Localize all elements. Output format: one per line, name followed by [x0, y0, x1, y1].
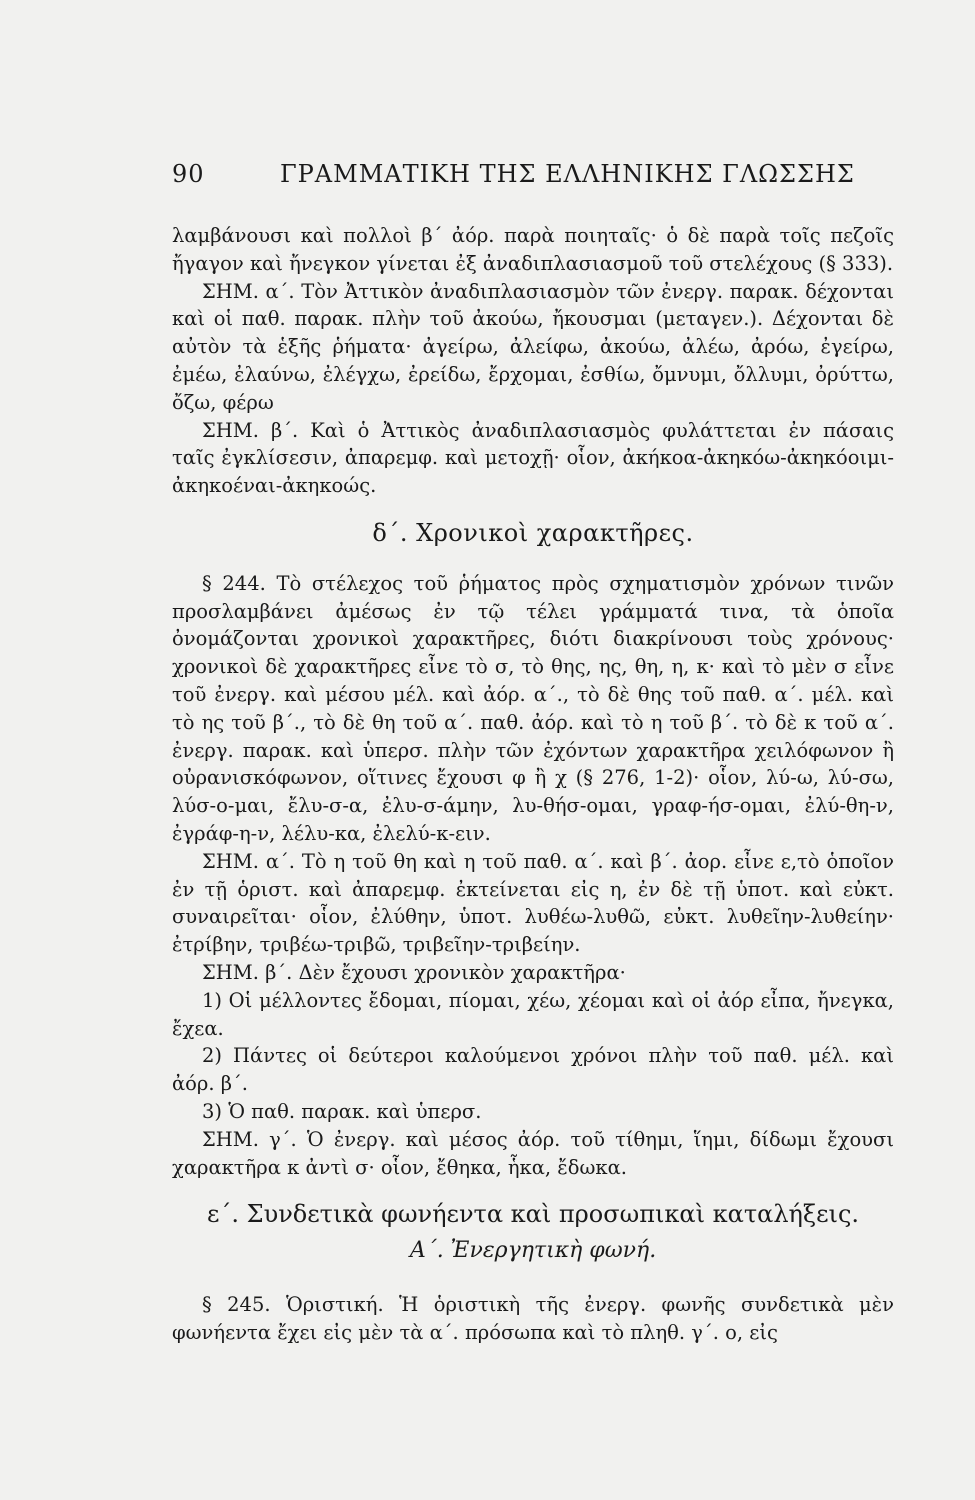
paragraph-245: § 245. Ὁριστική. Ἡ ὁριστικὴ τῆς ἐνεργ. φωνῆς συνδετικὰ μὲν φωνήεντα ἔχει εἰς μὲν τὰ α΄. πρόσωπα καὶ τὸ πληθ. γ΄. ο, εἰς	[172, 1292, 894, 1344]
list-item: 2) Πάντες οἱ δεύτεροι καλούμενοι χρόνοι πλὴν τοῦ παθ. μέλ. καὶ ἀόρ. β΄.	[172, 1044, 894, 1096]
page-number: 90	[172, 160, 205, 188]
running-title: ΓΡΑΜΜΑΤΙΚΗ ΤΗΣ ΕΛΛΗΝΙΚΗΣ ΓΛΩΣΣΗΣ	[280, 160, 855, 188]
note-paragraph: ΣΗΜ. β΄. Καὶ ὁ Ἀττικὸς ἀναδιπλασιασμὸς φυλάττεται ἐν πάσαις ταῖς ἐγκλίσεσιν, ἀπαρεμφ. καὶ μετοχῇ· οἷον, ἀκήκοα-ἀκηκόω-ἀκηκόοιμι-ἀκηκοέναι-ἀκηκοώς.	[172, 418, 894, 498]
note-paragraph: ΣΗΜ. α΄. Τὸν Ἀττικὸν ἀναδιπλασιασμὸν τῶν ἐνεργ. παρακ. δέχονται καὶ οἱ παθ. παρακ. πλὴν τοῦ ἀκούω, ἤκουσμαι (μεταγεν.). Δέχονται δὲ αὐτὸν τὰ ἑξῆς ῥήματα· ἀγείρω, ἀλείφω, ἀκούω, ἀλέω, ἀρόω, ἐγείρω, ἐμέω, ἐλαύνω, ἐλέγχω, ἐρείδω, ἔρχομαι, ἐσθίω, ὄμνυμι, ὄλλυμι, ὀρύττω, ὄζω, φέρω	[172, 279, 894, 414]
section-heading: ε΄. Συνδετικὰ φωνήεντα καὶ προσωπικαὶ καταλήξεις.	[206, 1200, 860, 1229]
page-body	[172, 222, 894, 1346]
note-paragraph: ΣΗΜ. β΄. Δὲν ἔχουσι χρονικὸν χαρακτῆρα·	[202, 960, 626, 984]
list-item: 3) Ὁ παθ. παρακ. καὶ ὑπερσ.	[202, 1099, 482, 1123]
subsection-heading: Α΄. Ἐνεργητικὴ φωνή.	[409, 1238, 657, 1264]
list-item: 1) Οἱ μέλλοντες ἔδομαι, πίομαι, χέω, χέομαι καὶ οἱ ἀόρ εἶπα, ἤνεγκα, ἔχεα.	[172, 988, 894, 1040]
note-paragraph: ΣΗΜ. γ΄. Ὁ ἐνεργ. καὶ μέσος ἀόρ. τοῦ τίθημι, ἵημι, δίδωμι ἔχουσι χαρακτῆρα κ ἀντὶ σ· οἷον, ἔθηκα, ἧκα, ἔδωκα.	[172, 1127, 894, 1179]
paragraph-244: § 244. Τὸ στέλεχος τοῦ ῥήματος πρὸς σχηματισμὸν χρόνων τινῶν προσλαμβάνει ἀμέσως ἐν τῷ τέλει γράμματά τινα, τὰ ὁποῖα ὀνομάζονται χρονικοὶ χαρακτῆρες, διότι διακρίνουσι τοὺς χρόνους· χρονικοὶ δὲ χαρακτῆρες εἶνε τὸ σ, τὸ θης, ης, θη, η, κ· καὶ τὸ μὲν σ εἶνε τοῦ ἐνεργ. καὶ μέσου μέλ. καὶ ἀόρ. α΄., τὸ δὲ θης τοῦ παθ. α΄. μέλ. καὶ τὸ ης τοῦ β΄., τὸ δὲ θη τοῦ α΄. παθ. ἀόρ. καὶ τὸ η τοῦ β΄. τὸ δὲ κ τοῦ α΄. ἐνεργ. παρακ. καὶ ὑπερσ. πλὴν τῶν ἐχόντων χαρακτῆρα χειλόφωνον ἢ οὐρανισκόφωνον, οἵτινες ἔχουσι φ ἢ χ (§ 276, 1-2)· οἷον, λύ-ω, λύ-σω, λύσ-ο-μαι, ἔλυ-σ-α, ἐλυ-σ-άμην, λυ-θήσ-ομαι, γραφ-ήσ-ομαι, ἐλύ-θη-ν, ἐγράφ-η-ν, λέλυ-κα, ἐλελύ-κ-ειν.	[172, 571, 894, 845]
note-paragraph: ΣΗΜ. α΄. Τὸ η τοῦ θη καὶ η τοῦ παθ. α΄. καὶ β΄. ἀορ. εἶνε ε,τὸ ὁποῖον ἐν τῇ ὁριστ. καὶ ἀπαρεμφ. ἐκτείνεται εἰς η, ἐν δὲ τῇ ὑποτ. καὶ εὐκτ. συναιρεῖται· οἷον, ἐλύθην, ὑποτ. λυθέω-λυθῶ, εὐκτ. λυθεῖην-λυθείην· ἐτρίβην, τριβέω-τριβῶ, τριβεῖην-τριβείην.	[172, 849, 894, 957]
section-heading: δ΄. Χρονικοὶ χαρακτῆρες.	[372, 518, 694, 547]
paragraph: λαμβάνουσι καὶ πολλοὶ β΄ ἀόρ. παρὰ ποιηταῖς· ὁ δὲ παρὰ τοῖς πεζοῖς ἤγαγον καὶ ἤνεγκον γίνεται ἐξ ἀναδιπλασιασμοῦ τοῦ στελέχους (§ 333).	[172, 224, 894, 275]
